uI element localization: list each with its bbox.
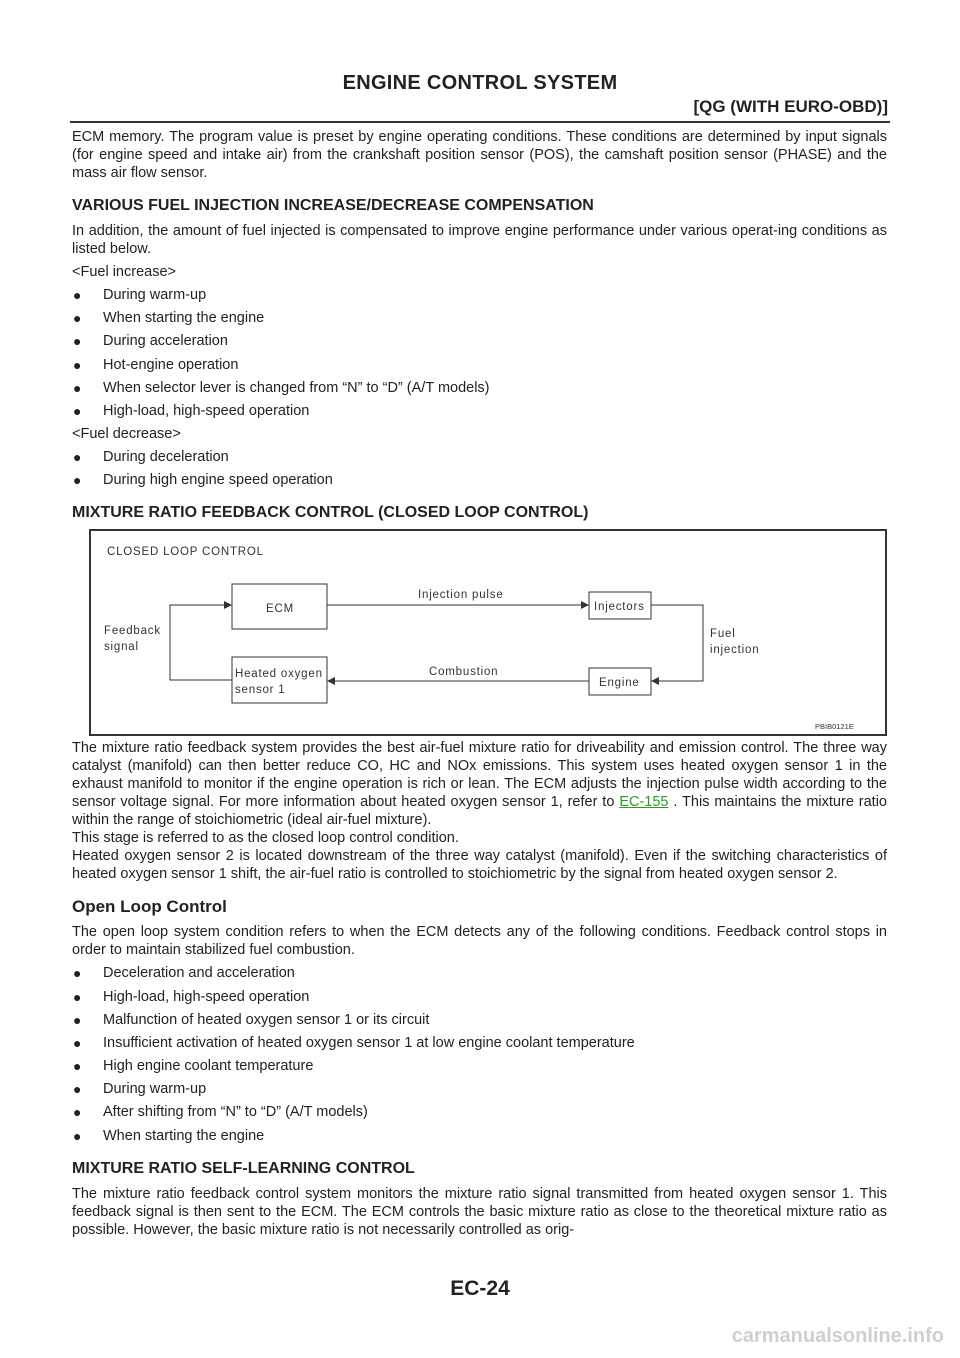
list-item: ● High-load, high-speed operation <box>73 988 310 1005</box>
fuel-injection-label-line1: Fuel <box>710 628 736 641</box>
list-item: ● During acceleration <box>73 333 228 350</box>
bullet-icon: ● <box>73 310 82 327</box>
bullet-icon: ● <box>73 333 82 350</box>
page-number: EC-24 <box>450 1277 510 1300</box>
bullet-icon: ● <box>73 379 82 396</box>
engine-label: Engine <box>599 677 640 690</box>
diagram-title: CLOSED LOOP CONTROL <box>107 546 264 559</box>
bullet-icon: ● <box>73 1011 82 1028</box>
list-item: ● After shifting from “N” to “D” (A/T models) <box>73 1104 368 1121</box>
section-heading-self-learning: MIXTURE RATIO SELF-LEARNING CONTROL <box>72 1159 415 1177</box>
bullet-icon: ● <box>73 402 82 419</box>
fuel-injection-label-line2: injection <box>710 644 760 657</box>
list-item: ● Deceleration and acceleration <box>73 965 295 982</box>
bullet-icon: ● <box>73 356 82 373</box>
list-item: ● Hot-engine operation <box>73 356 239 373</box>
self-learning-paragraph: The mixture ratio feedback control system monitors the mixture ratio signal transmitted from heated oxygen sensor 1. This feedback signal is then sent to the ECM. The ECM controls the basic mixture ratio as close to the theoretical mixture ratio as possible. However, the basic mixture ratio is not necessarily controlled as orig- <box>72 1185 887 1238</box>
fuel-decrease-label: <Fuel decrease> <box>72 426 181 443</box>
watermark: carmanualsonline.info <box>731 1325 944 1347</box>
fuel-increase-label: <Fuel increase> <box>72 264 176 280</box>
ho2s-box <box>232 657 327 703</box>
combustion-label: Combustion <box>429 666 499 679</box>
list-item: ● During deceleration <box>73 449 229 466</box>
feedback-label-line1: Feedback <box>104 625 161 638</box>
fuel-injection-arrow <box>651 605 703 681</box>
bullet-icon: ● <box>73 988 82 1005</box>
open-loop-list <box>72 964 887 1144</box>
header-rule <box>70 121 890 123</box>
page-subtitle: [QG (WITH EURO-OBD)] <box>693 97 888 116</box>
bullet-icon: ● <box>73 965 82 982</box>
ho2s-label-line1: Heated oxygen <box>235 668 323 681</box>
feedback-label-line2: signal <box>104 641 139 654</box>
bullet-icon: ● <box>73 287 82 303</box>
list-item: ● Insufficient activation of heated oxygen sensor 1 at low engine coolant temperature <box>73 1034 635 1051</box>
figure-id: PBIB0121E <box>815 722 854 732</box>
ec-155-link[interactable]: EC-155 <box>619 794 669 811</box>
bullet-icon: ● <box>73 1104 82 1121</box>
bullet-icon: ● <box>73 449 82 466</box>
section-heading-various: VARIOUS FUEL INJECTION INCREASE/DECREASE COMPENSATION <box>72 197 594 214</box>
bullet-icon: ● <box>73 1058 82 1075</box>
list-item: ● During warm-up <box>73 1081 207 1098</box>
bullet-icon: ● <box>73 1034 82 1051</box>
list-item: ● High engine coolant temperature <box>73 1058 314 1075</box>
closed-loop-diagram <box>89 529 887 736</box>
list-item: ● During high engine speed operation <box>73 472 333 489</box>
ho2s-label-line2: sensor 1 <box>235 684 286 697</box>
injection-pulse-label: Injection pulse <box>418 589 504 602</box>
intro-paragraph: ECM memory. The program value is preset by engine operating conditions. These conditions are determined by input signals (for engine speed and intake air) from the crankshaft position sensor (POS), the camshaft position sensor (PHASE) and the mass air flow sensor. <box>72 129 887 181</box>
bullet-icon: ● <box>73 472 82 489</box>
closed-loop-diagram-svg <box>91 531 885 734</box>
fuel-increase-list <box>72 286 887 420</box>
various-paragraph: In addition, the amount of fuel injected is compensated to improve engine performance under various operat-ing conditions as listed below. <box>72 223 887 257</box>
list-item: ● Malfunction of heated oxygen sensor 1 or its circuit <box>73 1011 430 1028</box>
list-item: ● When starting the engine <box>73 310 265 327</box>
open-loop-paragraph: The open loop system condition refers to when the ECM detects any of the following conditions. Feedback control stops in order to maintain stabilized fuel combustion. <box>72 924 887 959</box>
feedback-arrow <box>170 605 232 680</box>
list-item: ● When selector lever is changed from “N” to “D” (A/T models) <box>73 379 490 396</box>
page-content <box>72 125 887 1239</box>
injectors-label: Injectors <box>594 601 645 614</box>
feedback-paragraph-3: Heated oxygen sensor 2 is located downstream of the three way catalyst (manifold). Even if the switching characteristics of heated oxygen sensor 1 shift, the air-fuel ratio is controlled to stoichiometric by the signal from heated oxygen sensor 2. <box>72 848 887 883</box>
feedback-paragraph-1: The mixture ratio feedback system provides the best air-fuel mixture ratio for driveability and emission control. The three way catalyst (manifold) can then better reduce CO, HC and NOx emissions. This system uses heated oxygen sensor 1 in the exhaust manifold to monitor if the engine operation is rich or lean. The ECM adjusts the injection pulse width according to the sensor voltage signal. For more information about heated oxygen sensor 1, refer to EC-155 . This maintains the mixture ratio within the range of stoichiometric (ideal air-fuel mixture). <box>72 740 887 829</box>
section-heading-feedback: MIXTURE RATIO FEEDBACK CONTROL (CLOSED LOOP CONTROL) <box>72 504 589 522</box>
bullet-icon: ● <box>73 1081 82 1098</box>
bullet-icon: ● <box>73 1127 82 1144</box>
page-title: ENGINE CONTROL SYSTEM <box>342 72 618 94</box>
list-item: ● High-load, high-speed operation <box>73 402 310 419</box>
list-item: ● During warm-up <box>73 287 207 303</box>
list-item: ● When starting the engine <box>73 1127 265 1144</box>
section-heading-open-loop: Open Loop Control <box>72 897 227 917</box>
feedback-paragraph-2: This stage is referred to as the closed loop control condition. <box>72 830 459 847</box>
fuel-decrease-list <box>72 448 887 489</box>
ecm-label: ECM <box>266 603 294 616</box>
